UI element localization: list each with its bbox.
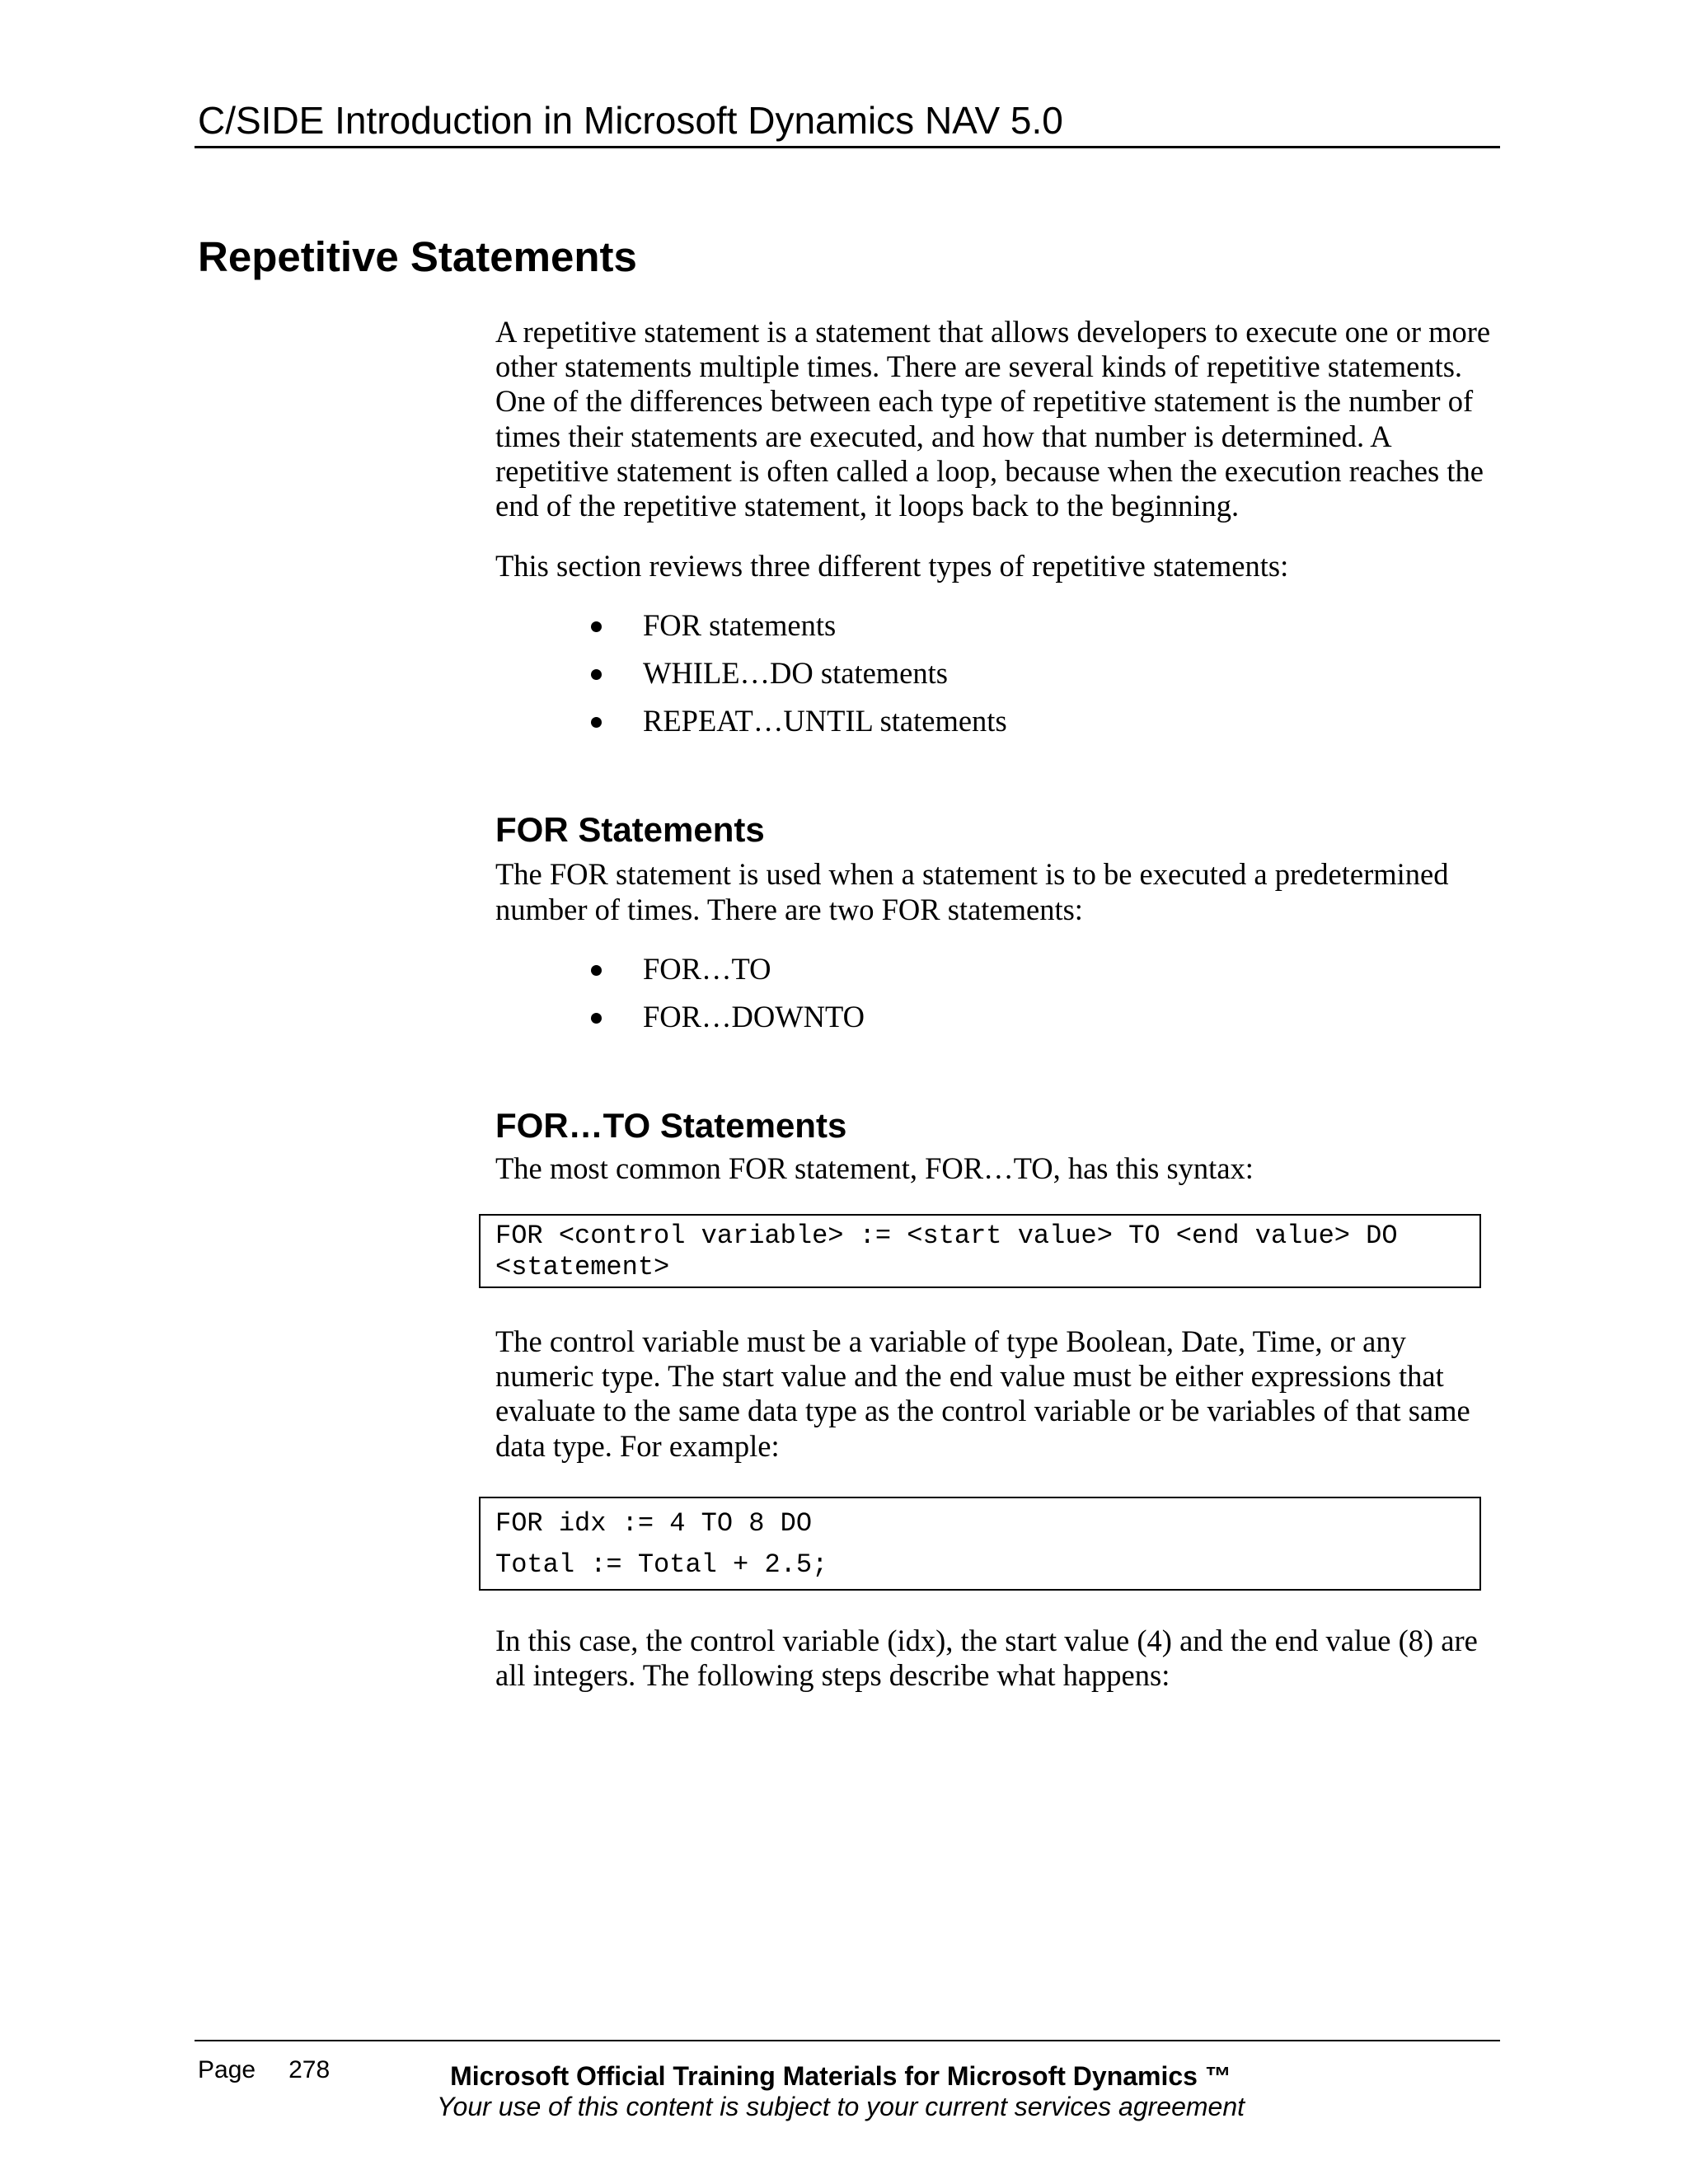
list-item-label: REPEAT…UNTIL statements bbox=[643, 704, 1007, 738]
code-line: FOR idx := 4 TO 8 DO bbox=[495, 1507, 813, 1539]
footer-notice: Your use of this content is subject to your current services agreement bbox=[436, 2092, 1245, 2121]
list-item bbox=[495, 602, 1509, 649]
list-item bbox=[495, 649, 1509, 697]
example-explanation-paragraph: In this case, the control variable (idx), the start value (4) and the end value (8) are all integers. The following steps describe what happens: bbox=[495, 1623, 1478, 1693]
list-item-label: WHILE…DO statements bbox=[643, 656, 948, 691]
for-statements-heading: FOR Statements bbox=[495, 810, 765, 850]
page-label: Page bbox=[198, 2056, 256, 2083]
for-to-paragraph: The most common FOR statement, FOR…TO, has this syntax: bbox=[495, 1151, 1254, 1185]
bullet-icon bbox=[591, 621, 602, 632]
header-rule bbox=[195, 146, 1500, 148]
list-item-label: FOR…TO bbox=[643, 951, 771, 986]
bullet-icon bbox=[591, 669, 602, 680]
footer-rule bbox=[195, 2040, 1500, 2041]
types-intro-paragraph: This section reviews three different types of repetitive statements: bbox=[495, 549, 1289, 583]
example-code-block bbox=[479, 1497, 1481, 1591]
for-to-heading: FOR…TO Statements bbox=[495, 1105, 847, 1145]
for-kinds-list bbox=[495, 945, 1509, 1041]
list-item-label: FOR statements bbox=[643, 608, 837, 643]
list-item-label: FOR…DOWNTO bbox=[643, 999, 865, 1033]
list-item bbox=[495, 993, 1509, 1041]
list-item bbox=[495, 945, 1509, 993]
list-item bbox=[495, 697, 1509, 745]
section-heading: Repetitive Statements bbox=[198, 233, 637, 280]
code-line: FOR <control variable> := <start value> TO <end value> DO bbox=[495, 1221, 1398, 1252]
for-statements-paragraph: The FOR statement is used when a statement is to be executed a predetermined number of times. There are two FOR statements: bbox=[495, 857, 1449, 926]
bullet-icon bbox=[591, 717, 602, 728]
statement-types-list bbox=[495, 602, 1509, 745]
footer-title: Microsoft Official Training Materials for Microsoft Dynamics ™ bbox=[450, 2061, 1231, 2091]
code-line: <statement> bbox=[495, 1252, 670, 1283]
bullet-icon bbox=[591, 1013, 602, 1024]
control-variable-paragraph: The control variable must be a variable of type Boolean, Date, Time, or any numeric type. The start value and the end value must be either expressions that evaluate to the same data type as the control variable or be variables of that same data type. For example: bbox=[495, 1324, 1470, 1463]
running-header: C/SIDE Introduction in Microsoft Dynamics NAV 5.0 bbox=[198, 99, 1063, 142]
page-number-value: 278 bbox=[288, 2056, 331, 2083]
code-line: Total := Total + 2.5; bbox=[495, 1549, 828, 1580]
intro-paragraph: A repetitive statement is a statement that allows developers to execute one or more other statements multiple times. There are several kinds of repetitive statements. One of the differences between each type of repetitive statement is the number of times their statements are executed, and how that number is determined. A repetitive statement is often called a loop, because when the execution reaches the end of the repetitive statement, it loops back to the beginning. bbox=[495, 315, 1491, 523]
syntax-code-block bbox=[479, 1214, 1481, 1288]
page-number bbox=[198, 2055, 330, 2085]
main-content bbox=[495, 315, 1509, 1693]
bullet-icon bbox=[591, 965, 602, 976]
